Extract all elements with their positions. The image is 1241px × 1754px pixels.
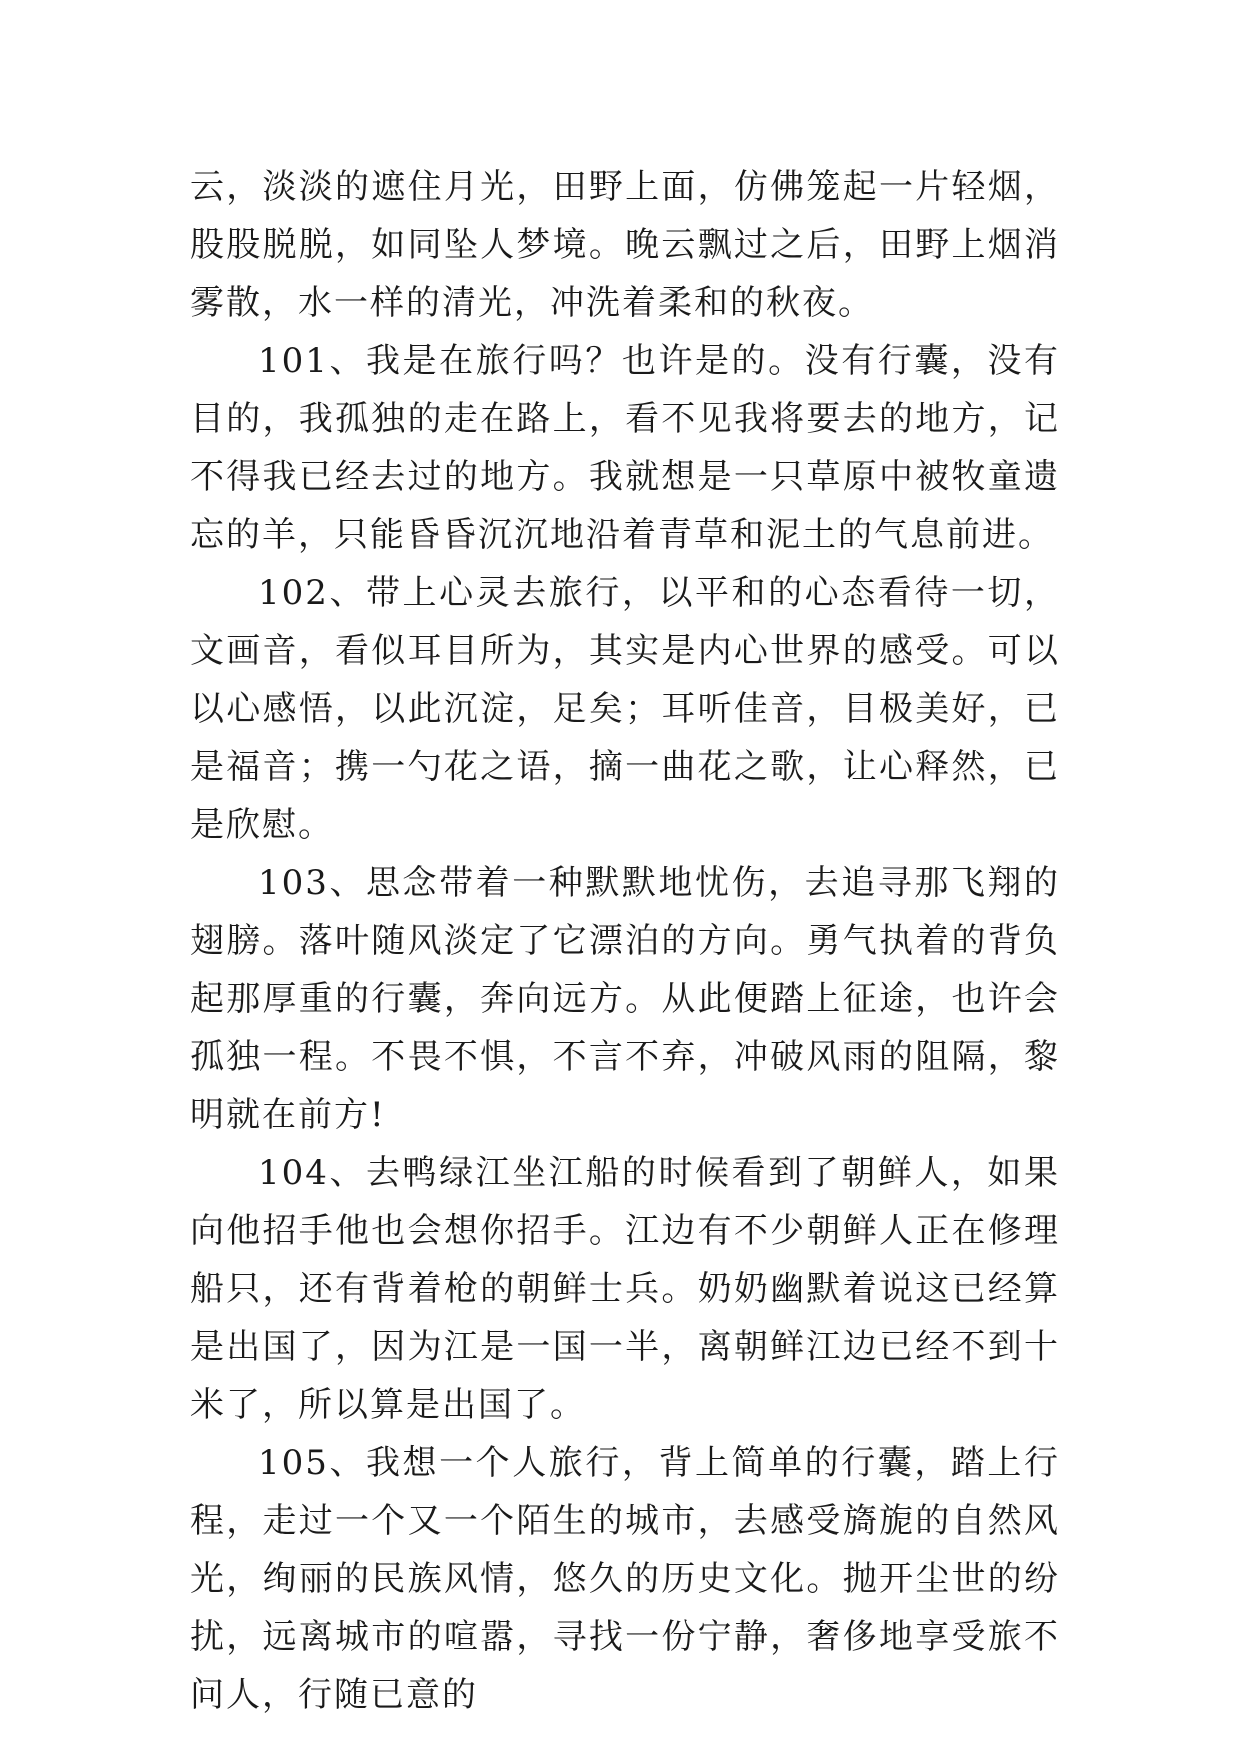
paragraph-105: 105、我想一个人旅行，背上简单的行囊，踏上行程，走过一个又一个陌生的城市，去感受旖旎的自然风光，绚丽的民族风情，悠久的历史文化。抛开尘世的纷扰，远离城市的喧嚣，寻找一份宁静，奢侈地享受旅不问人，行随已意的	[190, 1443, 1060, 1715]
paragraph-104: 104、去鸭绿江坐江船的时候看到了朝鲜人，如果向他招手他也会想你招手。江边有不少朝鲜人正在修理船只，还有背着枪的朝鲜士兵。奶奶幽默着说这已经算是出国了，因为江是一国一半，离朝鲜江边已经不到十米了，所以算是出国了。	[190, 1153, 1060, 1425]
paragraph-102: 102、带上心灵去旅行，以平和的心态看待一切，文画音，看似耳目所为，其实是内心世界的感受。可以以心感悟，以此沉淀，足矣；耳听佳音，目极美好，已是福音；携一勺花之语，摘一曲花之歌，让心释然，已是欣慰。	[190, 573, 1060, 845]
paragraph-103: 103、思念带着一种默默地忧伤，去追寻那飞翔的翅膀。落叶随风淡定了它漂泊的方向。勇气执着的背负起那厚重的行囊，奔向远方。从此便踏上征途，也许会孤独一程。不畏不惧，不言不弃，冲破风雨的阻隔，黎明就在前方!	[190, 863, 1060, 1135]
paragraph-continuation: 云，淡淡的遮住月光，田野上面，仿佛笼起一片轻烟，股股脱脱，如同坠人梦境。晚云飘过之后，田野上烟消雾散，水一样的清光，冲洗着柔和的秋夜。	[190, 167, 1060, 323]
paragraph-101: 101、我是在旅行吗？也许是的。没有行囊，没有目的，我孤独的走在路上，看不见我将要去的地方，记不得我已经去过的地方。我就想是一只草原中被牧童遗忘的羊，只能昏昏沉沉地沿着青草和泥土的气息前进。	[190, 341, 1060, 555]
body-text	[190, 158, 1060, 1724]
